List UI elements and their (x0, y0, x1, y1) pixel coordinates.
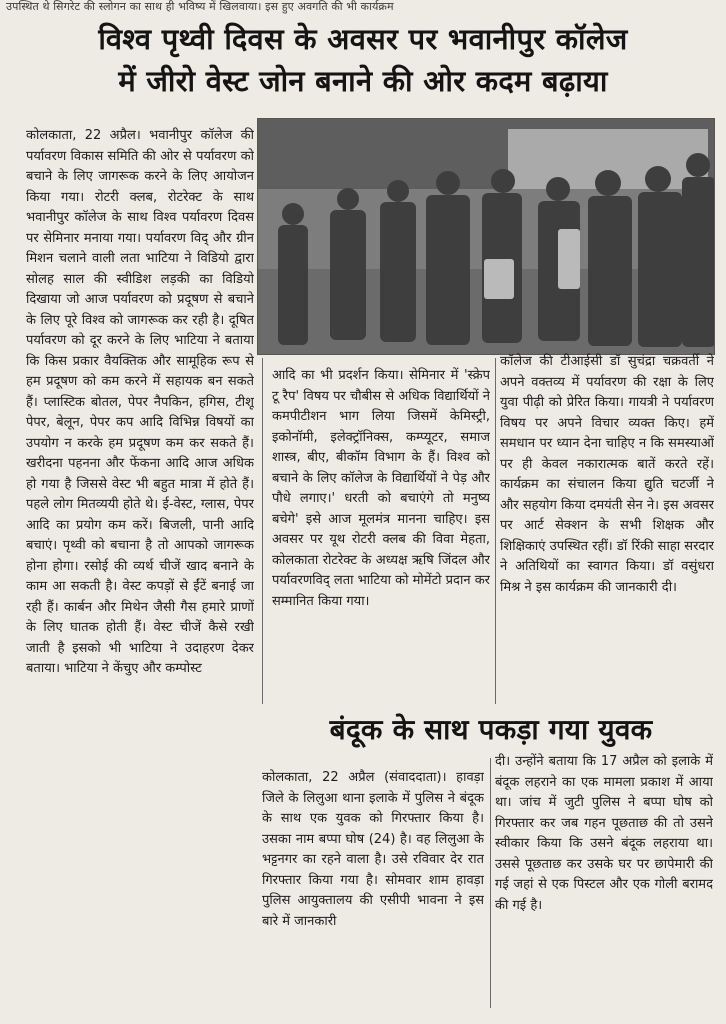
article-headline (8, 18, 718, 102)
column-divider (490, 758, 491, 1008)
event-group-photo (257, 118, 715, 355)
second-article-column-1: कोलकाता, 22 अप्रैल (संवाददाता)। हावड़ा जिले के लिलुआ थाना इलाके में पुलिस ने बंदूक के साथ एक युवक को गिरफ्तार किया है। उसका नाम बप्पा घोष (24) है। वह लिलुआ के भट्टनगर का रहने वाला है। उसे रविवार देर रात गिरफ्तार किया गया है। सोमवार शाम हावड़ा पुलिस आयुक्तालय की एसीपी भावना ने इस बारे में जानकारी (262, 770, 484, 929)
headline-line-1: विश्व पृथ्वी दिवस के अवसर पर भवानीपुर कॉलेज (98, 22, 628, 56)
article-column-3: कॉलेज की टीआईसी डॉ सुचंद्रा चक्रवर्ती ने अपने वक्तव्य में पर्यावरण की रक्षा के लिए युवा पीढ़ी को प्रेरित किया। गायत्री ने पर्यावरण विषय पर अपने विचार व्यक्त किए। हमें समधान पर ध्यान देना चाहिए न कि समस्याओं पर ही केवल नकारात्मक बातें करते रहें। कार्यक्रम का संचालन किया द्युति चटर्जी ने और सहयोग किया दमयंती सेन ने। इस अवसर पर आर्ट सेक्शन के सभी शिक्षक और शिक्षिकाएं उपस्थित रहीं। डॉ रिंकी साहा सरदार ने अतिथियों का स्वागत किया। डॉ वसुंधरा मिश्र ने इस कार्यक्रम की जानकारी दी। (500, 354, 714, 595)
group-photo-illustration (258, 119, 715, 355)
second-article-column-2: दी। उन्होंने बताया कि 17 अप्रैल को इलाके में बंदूक लहराने का एक मामला प्रकाश में आया था। जांच में जुटी पुलिस ने बप्पा घोष को गिरफ्तार कर जब गहन पूछताछ की तो उसने स्वीकार किया कि उसने बंदूक लहराया था। उससे पूछताछ कर उसके घर पर छापेमारी की गई जहां से एक पिस्टल और एक गोली बरामद की गई है। (495, 754, 713, 913)
article-column-2: आदि का भी प्रदर्शन किया। सेमिनार में 'स्क्रेप टू रैप' विषय पर चौबीस से अधिक विद्यार्थियों ने कमपीटीशन भाग लिया जिसमें केमिस्ट्री, इकोनॉमी, इलेक्ट्रॉनिक्स, कम्प्यूटर, समाज शास्त्र, बीए, बीकॉम विभाग के हैं। विश्व को बचाने के लिए कॉलेज के विद्यार्थियों ने पेड़ और पौधे लगाए।' धरती को बचाएंगे तो मनुष्य बचेगे' इसे आज मूलमंत्र मानना चाहिए। इस अवसर पर यूथ रोटरी क्लब की विवा मेहता, कोलकाता रोटरेक्ट के अध्यक्ष ऋषि जिंदल और पर्यावरणविद् लता भाटिया को मोमेंटो प्रदान कर सम्मानित किया गया। (272, 368, 490, 609)
second-article-headline: बंदूक के साथ पकड़ा गया युवक (329, 713, 653, 746)
column-divider (495, 358, 496, 704)
previous-article-fragment: उपस्थित थे सिगरेट की स्लोगन का साथ ही भविष्य में खिलवाया। इस हुए अवगति की भी कार्यक्रम (6, 0, 394, 13)
column-divider (262, 358, 263, 704)
article-column-1: कोलकाता, 22 अप्रैल। भवानीपुर कॉलेज की पर्यावरण विकास समिति की ओर से पर्यावरण को बचाने के लिए जागरूक करने के लिए आयोजन किया गया। रोटरी क्लब, रोटरेक्ट के साथ भवानीपुर कॉलेज के साथ विश्व पर्यावरण दिवस पर सेमिनार मनाया गया। पर्यावरण विद् और ग्रीन मिशन चलाने वाली लता भाटिया ने विडियो द्वारा सोलह साल की स्वीडिश लड़की का विडियो दिखाया जो आज पर्यावरण को प्रदूषण से बचाने के लिए पूरे विश्व को जागरूक कर रही है। दूषित पर्यावरण को दूर करने के लिए भाटिया ने बताया कि किस प्रकार वैयक्तिक और सामूहिक रूप से हम प्रदूषण को कम करने में सहायक बन सकते हैं। प्लास्टिक बोतल, पेपर नैपकिन, हगिस, टीशू पेपर, बेलून, पेपर कप आदि विभिन्न विषयों का उपयोग न करके हम प्रदूषण कम कर सकते हैं। खरीदना पहनना और फेंकना आदि आज अधिक हो गया है जिससे वेस्ट भी बहुत मात्रा में होते हैं। पहले लोग मितव्ययी होते थे। ई-वेस्ट, ग्लास, पेपर आदि का प्रयोग कम करें। बिजली, पानी आदि बचाएं। पृथ्वी को बचाना है तो आपको जागरूक होना होगा। रसोई की व्यर्थ चीजें खाद बनाने के काम आ सकती है। वेस्ट कपड़ों से ईंटें बनाई जा रही हैं। कार्बन और मिथेन जैसी गैस हमारे प्राणों के लिए घातक होती हैं। वेस्ट चीजें कैसे रखी जाती है इसको भी भाटिया ने उदाहरण देकर बताया। भाटिया ने केंचुए और कम्पोस्ट (26, 128, 254, 676)
headline-line-2: में जीरो वेस्ट जोन बनाने की ओर कदम बढ़ाया (118, 64, 608, 98)
